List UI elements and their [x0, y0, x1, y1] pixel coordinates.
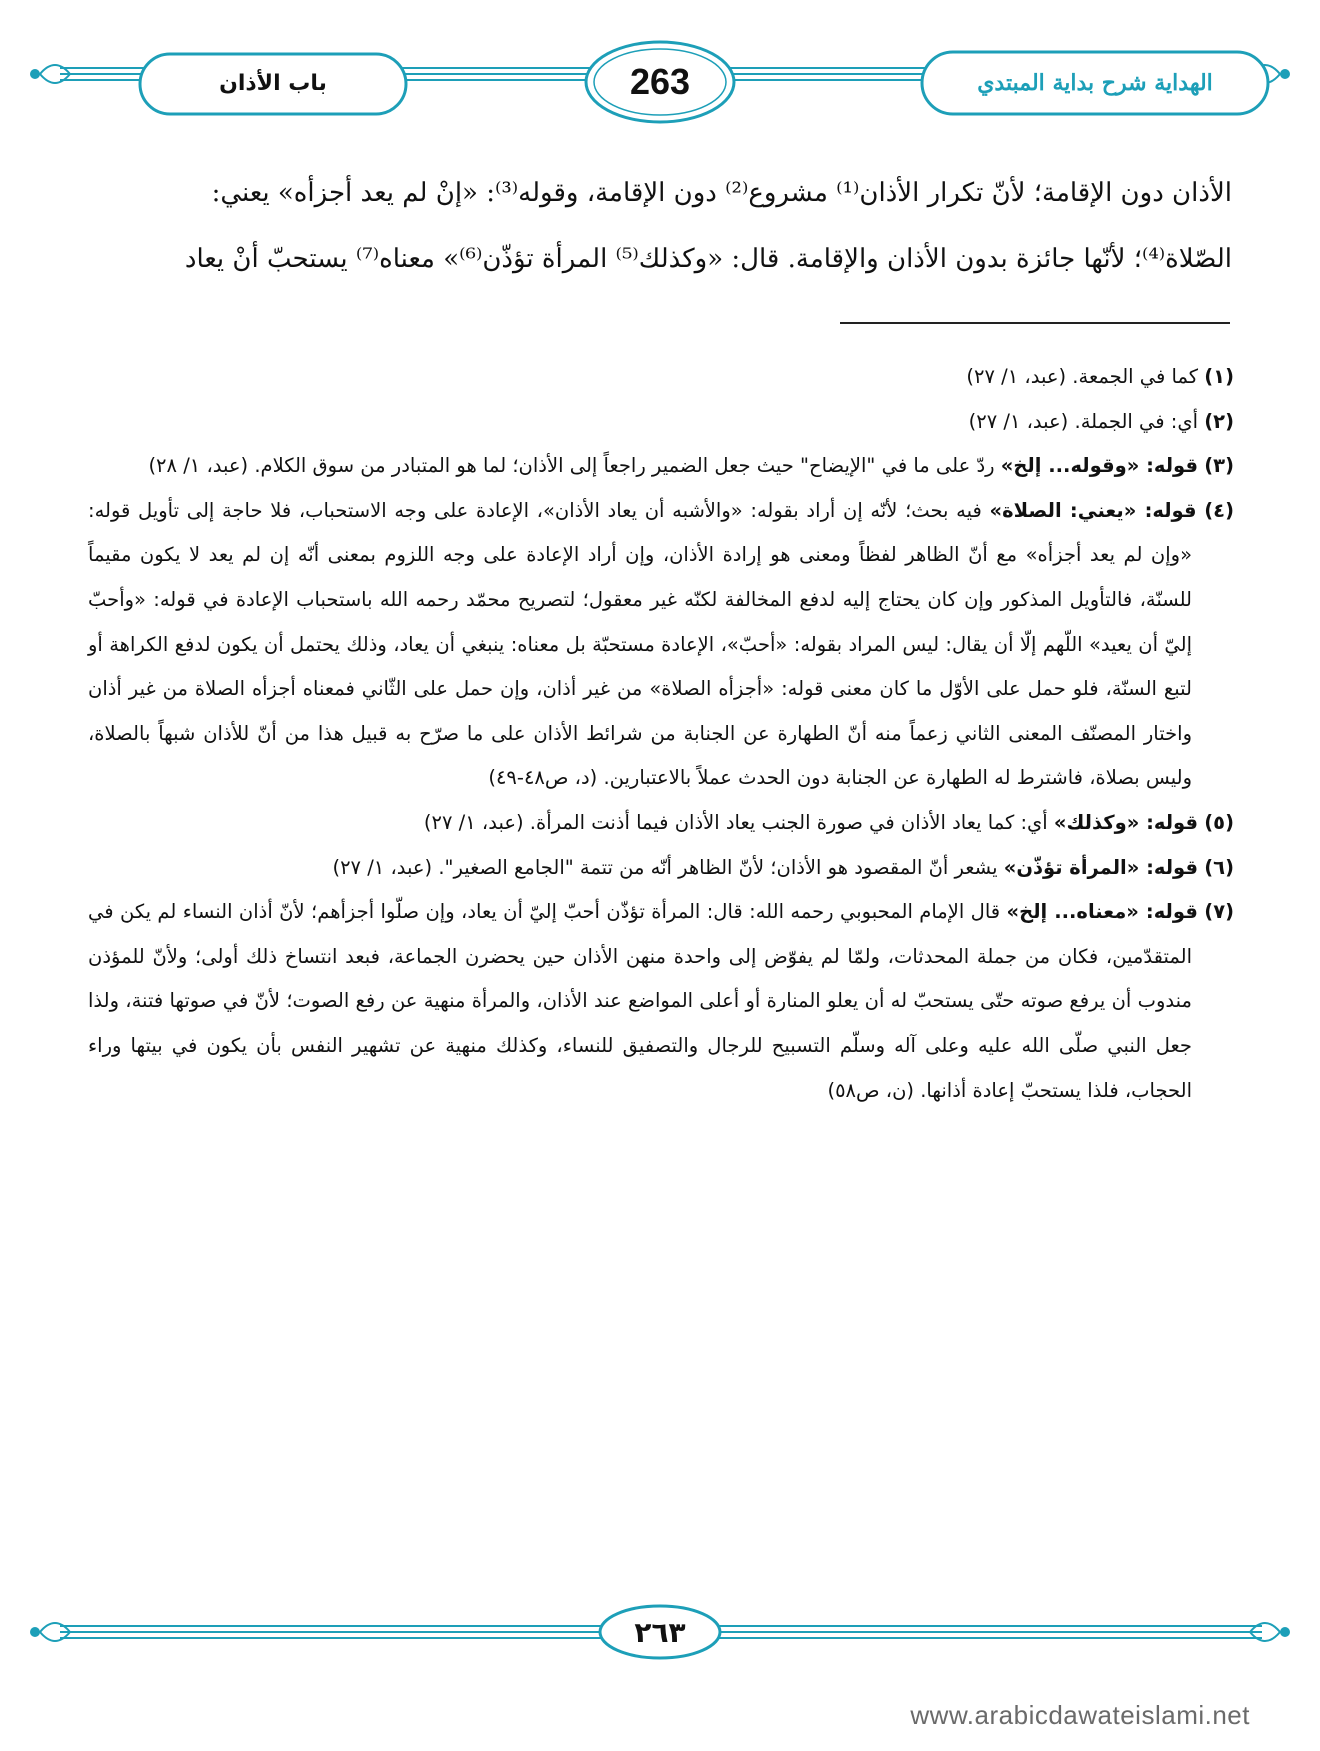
footnote-6	[88, 846, 1234, 891]
page-number: 263	[629, 61, 691, 102]
main-text-line: الصّلاة⁽⁴⁾؛ لأنّها جائزة بدون الأذان والإقامة. قال: «وكذلك⁽⁵⁾ المرأة تؤذّن⁽⁶⁾» معناه⁽⁷⁾ يستحبّ أنْ يعاد	[184, 244, 1232, 274]
footnote-text: فيه بحث؛ لأنّه إن أراد بقوله: «والأشبه أن يعاد الأذان»، الإعادة على وجه الاستحباب، فلا حاجة إلى تأويل قوله: «وإن لم يعد أجزأه» مع أنّ الظاهر لفظاً ومعنى هو إرادة الأذان، وإن أراد الإعادة على وجه اللزوم بمعنى أنّه إن لم يعد لا يكون مقيماً للسنّة، فالتأويل المذكور وإن كان يحتاج إليه لدفع المخالفة لكنّه غير معقول؛ لتصريح محمّد رحمه الله باستحباب الإعادة في قوله: «وأحبّ إليّ أن يعيد» اللّهم إلّا أن يقال: ليس المراد بقوله: «أحبّ»، الإعادة مستحبّة بل معناه: ينبغي أن يعاد، وذلك يحتمل أن يكون لدفع الكراهة أو لتبع السنّة، فلو حمل على الأوّل ما كان معنى قوله: «أجزأه الصلاة» من غير أذان، وإن حمل على الثّاني فمعناه أجزأه الصلاة من غير أذان واختار المصنّف المعنى الثاني زعماً منه أنّ الطهارة عن الجنابة من شرائط الأذان على ما صرّح به قبيل هذا من أنّ للأذان شبهاً بالصلاة، وليس بصلاة، فاشترط له الطهارة عن الجنابة دون الحدث عملاً بالاعتبارين. (د، ص٤٨-٤٩)	[88, 498, 1192, 790]
footnote-separator	[840, 322, 1230, 324]
website-watermark: www.arabicdawateislami.net	[910, 1700, 1250, 1730]
footnote-number: (٣)	[1204, 454, 1234, 478]
footnote-number: (٧)	[1204, 900, 1235, 924]
footer-page-number: ٢٦٣	[634, 1616, 686, 1649]
footnote-4	[88, 489, 1234, 801]
footnote-text: أي: كما يعاد الأذان في صورة الجنب يعاد الأذان فيما أذنت المرأة. (عبد، ١/ ٢٧)	[423, 810, 1048, 834]
footnote-text: أي: في الجملة. (عبد، ١/ ٢٧)	[968, 409, 1199, 433]
footnotes	[88, 355, 1234, 1113]
footnote-keyword: قوله: «وكذلك»	[1053, 810, 1199, 834]
main-text-line: الأذان دون الإقامة؛ لأنّ تكرار الأذان⁽¹⁾ مشروع⁽²⁾ دون الإقامة، وقوله⁽³⁾: «إنْ لم يعد أجزأه» يعني:	[211, 178, 1232, 208]
footnote-keyword: قوله: «يعني: الصلاة»	[989, 498, 1197, 522]
footnote-number: (٤)	[1204, 498, 1234, 522]
book-title-logo: الهداية شرح بداية المبتدي	[977, 70, 1213, 96]
footnote-1	[88, 355, 1234, 400]
footnote-number: (٦)	[1204, 855, 1234, 879]
footnote-text: ردّ على ما في "الإيضاح" حيث جعل الضمير راجعاً إلى الأذان؛ لما هو المتبادر من سوق الكلام. (عبد، ١/ ٢٨)	[148, 454, 995, 478]
footnote-keyword: قوله: «وقوله... إلخ»	[1000, 454, 1199, 478]
footnote-keyword: قوله: «معناه... إلخ»	[1006, 900, 1198, 924]
footnote-text: قال الإمام المحبوبي رحمه الله: قال: المرأة تؤذّن أحبّ إليّ أن يعاد، وإن صلّوا أجزأهم؛ لأنّ أذان النساء لم يكن في المتقدّمين، فكان من جملة المحدثات، ولمّا لم يفوّض إلى واحدة منهن الأذان حين يحضرن الجماعة، فبعد انتساخ ذلك أولى؛ ولأنّ للمؤذن مندوب أن يرفع صوته حتّى يستحبّ له أن يعلو المنارة أو أعلى المواضع عند الأذان، والمرأة منهية عن رفع الصوت؛ لأنّ في صوتها فتنة، ولذا جعل النبي صلّى الله عليه وعلى آله وسلّم التسبيح للرجال والتصفيق للنساء، وكذلك منهية عن تشهير النفس بأن يكون في بيتها وراء الحجاب، فلذا يستحبّ إعادة أذانها. (ن، ص٥٨)	[88, 900, 1192, 1102]
footnote-number: (٥)	[1204, 810, 1234, 834]
main-text	[92, 160, 1232, 292]
footnote-7	[88, 890, 1234, 1113]
footnote-2	[88, 400, 1234, 445]
footnote-text: يشعر أنّ المقصود هو الأذان؛ لأنّ الظاهر أنّه من تتمة "الجامع الصغير". (عبد، ١/ ٢٧)	[332, 855, 998, 879]
footnote-3	[88, 444, 1234, 489]
footnote-number: (١)	[1204, 365, 1234, 388]
chapter-title: باب الأذان	[219, 71, 327, 96]
footnote-text: كما في الجمعة. (عبد، ١/ ٢٧)	[966, 365, 1199, 388]
footnote-number: (٢)	[1204, 409, 1234, 433]
footnote-keyword: قوله: «المرأة تؤذّن»	[1003, 855, 1199, 879]
footnote-5	[88, 801, 1234, 846]
